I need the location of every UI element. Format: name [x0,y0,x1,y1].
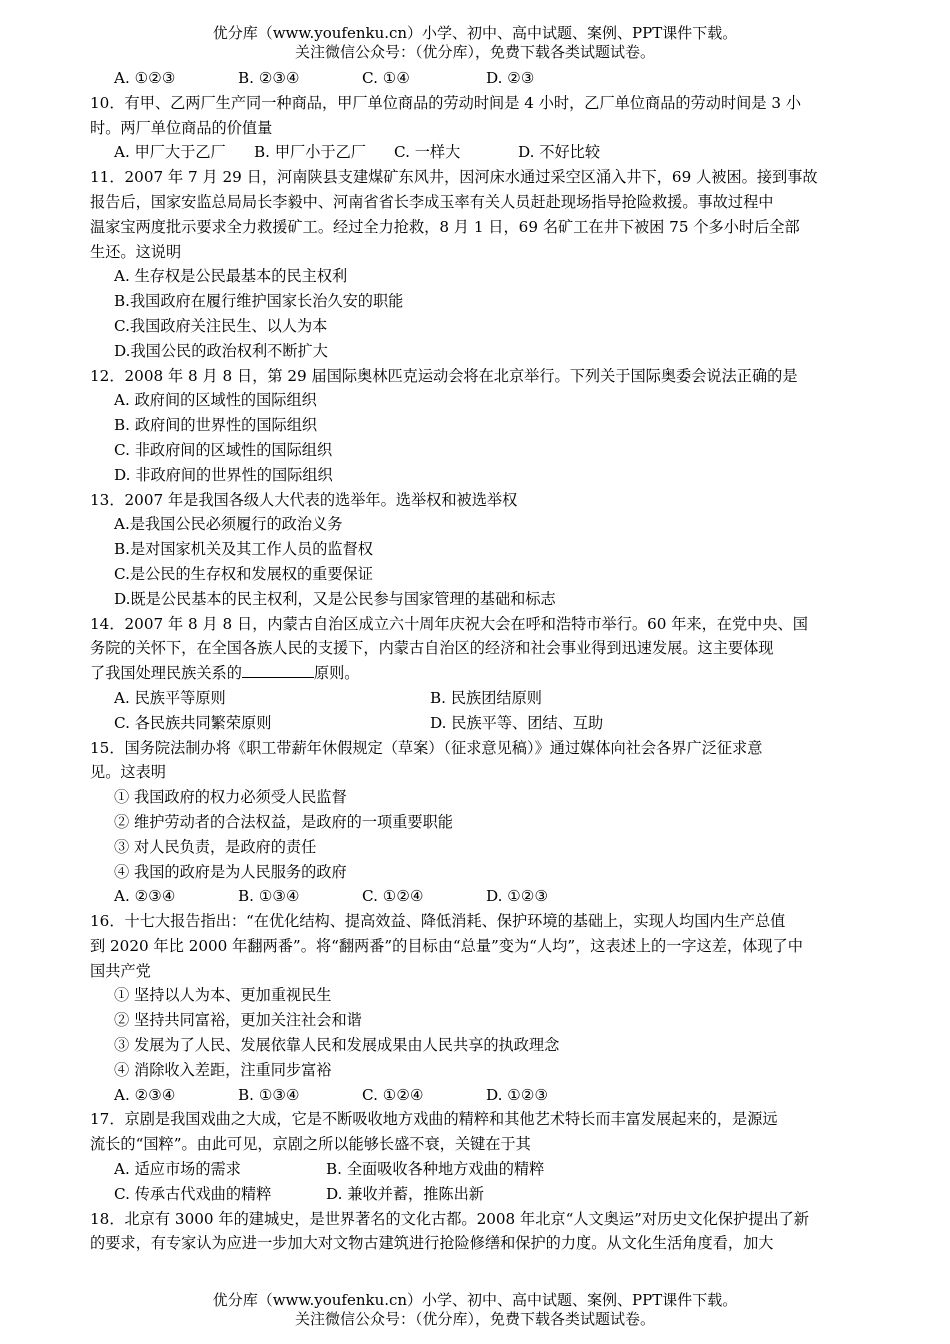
q9-option-a: A. ①②③ [114,69,176,87]
q16-option-d: D. ①②③ [486,1085,549,1104]
q15-option-d: D. ①②③ [486,887,549,906]
q10-stem-line-1: 10．有甲、乙两厂生产同一种商品，甲厂单位商品的劳动时间是 4 小时，乙厂单位商品的劳动时间是 3 小 [90,93,802,112]
q15-stem-line-1: 15．国务院法制办将《职工带薪年休假规定（草案）（征求意见稿）》通过媒体向社会各界广泛征求意 [90,738,763,757]
q13-option-c: C.是公民的生存权和发展权的重要保证 [114,564,373,583]
q12-option-b: B. 政府间的世界性的国际组织 [114,416,318,435]
q10-option-d: D. 不好比较 [518,143,601,162]
q9-option-d: D. ②③ [486,69,535,87]
q16-statement-1: ① 坚持以人为本、更加重视民生 [114,986,332,1005]
question-14 [90,612,860,736]
q17-stem-line-1: 17．京剧是我国戏曲之大成，它是不断吸收地方戏曲的精粹和其他艺术特长而丰富发展起来的，是源远 [90,1110,778,1129]
question-10 [90,91,860,165]
q13-option-a: A.是我国公民必须履行的政治义务 [114,515,343,534]
q14-option-d: D. 民族平等、团结、互助 [430,713,604,732]
q17-option-a: A. 适应市场的需求 [114,1160,241,1179]
q16-stem-line-2: 到 2020 年比 2000 年翻两番”。将“翻两番”的目标由“总量”变为“人均”，这表述上的一字这差，体现了中 [90,936,803,955]
q15-statement-1: ① 我国政府的权力必须受人民监督 [114,788,347,807]
q16-statement-3: ③ 发展为了人民、发展依靠人民和发展成果由人民共享的执政理念 [114,1036,560,1055]
q14-stem-line-2: 务院的关怀下，在全国各族人民的支援下，内蒙古自治区的经济和社会事业得到迅速发展。这主要体现 [90,639,774,658]
q16-statement-4: ④ 消除收入差距，注重同步富裕 [114,1060,332,1079]
q15-option-a: A. ②③④ [114,887,176,906]
q14-stem-line-3-end: 原则。 [313,664,360,683]
q10-options [90,140,860,165]
q14-options-row-2 [90,711,860,736]
q9-options [90,66,860,91]
q12-stem-line-1: 12．2008 年 8 月 8 日，第 29 届国际奥林匹克运动会将在北京举行。下列关于国际奥委会说法正确的是 [90,366,798,385]
q14-option-b: B. 民族团结原则 [430,688,542,707]
q11-option-d: D.我国公民的政治权利不断扩大 [114,341,328,360]
q17-option-b: B. 全面吸收各种地方戏曲的精粹 [326,1160,545,1179]
q15-stem-line-2: 见。这表明 [90,763,166,782]
header-line-1: 优分库（www.youfenku.cn）小学、初中、高中试题、案例、PPT课件下载。 [212,24,738,42]
q16-option-b: B. ①③④ [238,1085,300,1104]
q15-statement-4: ④ 我国的政府是为人民服务的政府 [114,862,347,881]
q18-stem-line-1: 18．北京有 3000 年的建城史，是世界著名的文化古都。2008 年北京“人文奥运”对历史文化保护提出了新 [90,1209,809,1228]
q11-stem-line-4: 生还。这说明 [90,242,182,261]
q13-option-d: D.既是公民基本的民主权利，又是公民参与国家管理的基础和标志 [114,589,556,608]
q14-answer-blank [242,663,314,678]
q12-option-c: C. 非政府间的区域性的国际组织 [114,440,333,459]
q11-stem-line-1: 11．2007 年 7 月 29 日，河南陕县支建煤矿东风井，因河床水通过采空区涌入井下，69 人被困。接到事故 [90,168,818,187]
q13-stem-line-1: 13．2007 年是我国各级人大代表的选举年。选举权和被选举权 [90,490,518,509]
q15-option-c: C. ①②④ [362,887,424,906]
header-line-2: 关注微信公众号：（优分库），免费下载各类试题试卷。 [294,43,655,61]
page-header [0,24,950,62]
q14-stem-line-3-start: 了我国处理民族关系的 [90,664,242,683]
q15-options [90,884,860,909]
q11-stem-line-2: 报告后，国家安监总局局长李毅中、河南省省长李成玉率有关人员赶赴现场指导抢险救援。事故过程中 [90,192,774,211]
q14-option-c: C. 各民族共同繁荣原则 [114,713,272,732]
q18-stem-line-2: 的要求，有专家认为应进一步加大对文物古建筑进行抢险修缮和保护的力度。从文化生活角度看，加大 [90,1234,774,1253]
question-15 [90,736,860,910]
q10-option-c: C. 一样大 [394,143,461,162]
q17-options-row-1 [90,1157,860,1182]
q17-option-d: D. 兼收并蓄，推陈出新 [326,1184,484,1203]
q16-option-c: C. ①②④ [362,1085,424,1104]
q17-options-row-2 [90,1182,860,1207]
footer-line-2: 关注微信公众号：（优分库），免费下载各类试题试卷。 [294,1310,655,1328]
footer-line-1: 优分库（www.youfenku.cn）小学、初中、高中试题、案例、PPT课件下载。 [212,1291,738,1309]
q16-option-a: A. ②③④ [114,1085,176,1104]
q12-option-a: A. 政府间的区域性的国际组织 [114,391,317,410]
q10-stem-line-2: 时。两厂单位商品的价值量 [90,118,273,137]
question-11 [90,165,860,363]
q11-option-c: C.我国政府关注民生、以人为本 [114,316,328,335]
question-16 [90,909,860,1107]
q9-option-c: C. ①④ [362,69,410,87]
q16-statement-2: ② 坚持共同富裕，更加关注社会和谐 [114,1011,362,1030]
question-17 [90,1107,860,1206]
q15-statement-2: ② 维护劳动者的合法权益，是政府的一项重要职能 [114,812,453,831]
q13-option-b: B.是对国家机关及其工作人员的监督权 [114,540,373,559]
q16-options [90,1083,860,1108]
question-13 [90,488,860,612]
q10-option-a: A. 甲厂大于乙厂 [114,143,226,162]
q15-option-b: B. ①③④ [238,887,300,906]
question-18 [90,1207,860,1257]
q17-option-c: C. 传承古代戏曲的精粹 [114,1184,272,1203]
q16-stem-line-1: 16．十七大报告指出：“在优化结构、提高效益、降低消耗、保护环境的基础上，实现人均国内生产总值 [90,912,786,931]
page-footer [0,1291,950,1329]
question-12 [90,364,860,488]
q10-option-b: B. 甲厂小于乙厂 [254,143,366,162]
q11-stem-line-3: 温家宝两度批示要求全力救援矿工。经过全力抢救，8 月 1 日，69 名矿工在井下被困 75 个多小时后全部 [90,217,800,236]
q14-option-a: A. 民族平等原则 [114,688,226,707]
q17-stem-line-2: 流长的“国粹”。由此可见，京剧之所以能够长盛不衰，关键在于其 [90,1135,531,1154]
q9-option-b: B. ②③④ [238,69,300,87]
q12-option-d: D. 非政府间的世界性的国际组织 [114,465,333,484]
q15-statement-3: ③ 对人民负责，是政府的责任 [114,837,317,856]
q11-option-b: B.我国政府在履行维护国家长治久安的职能 [114,292,404,311]
q14-stem-line-1: 14．2007 年 8 月 8 日，内蒙古自治区成立六十周年庆祝大会在呼和浩特市举行。60 年来，在党中央、国 [90,614,808,633]
q11-option-a: A. 生存权是公民最基本的民主权利 [114,267,348,286]
q14-stem-line-3 [90,661,860,686]
question-body [90,66,860,1256]
q16-stem-line-3: 国共产党 [90,961,151,980]
q14-options-row-1 [90,686,860,711]
